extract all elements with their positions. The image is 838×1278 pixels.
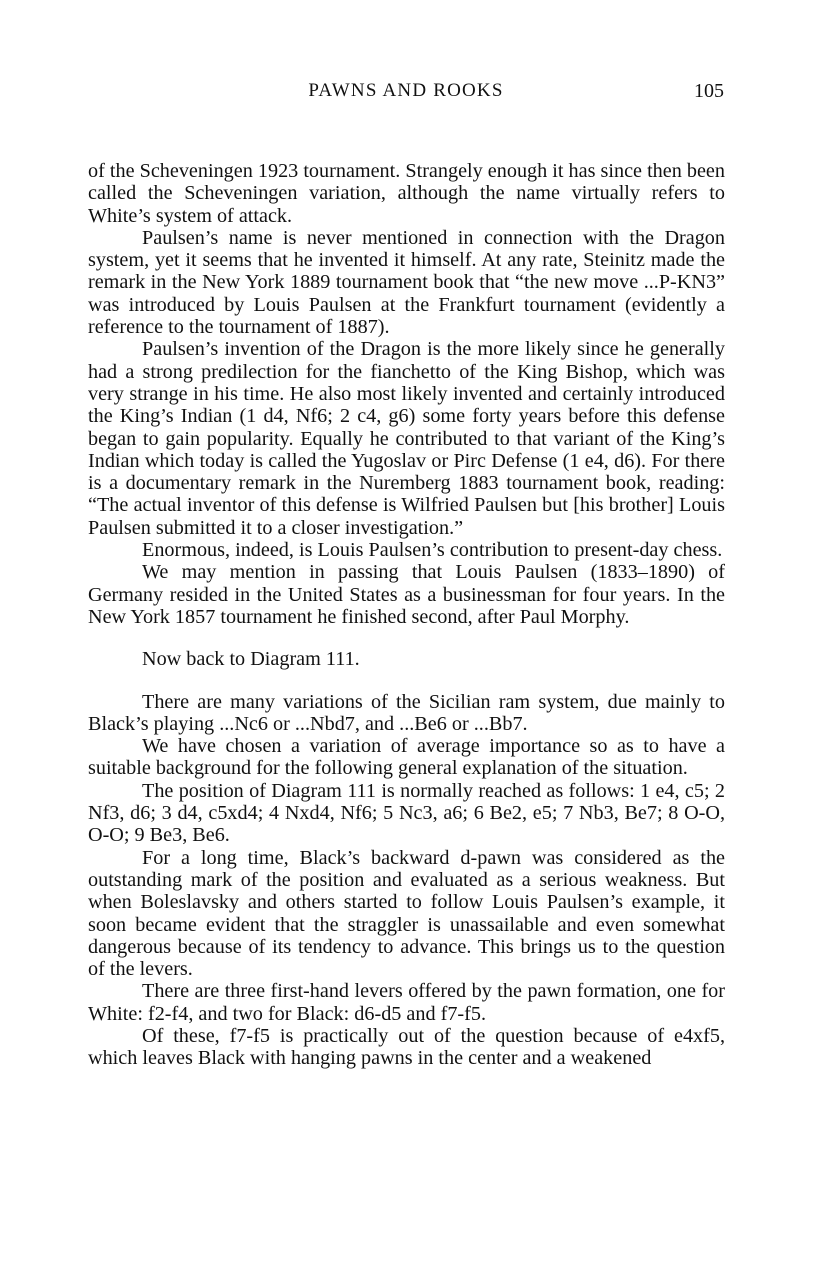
running-head: PAWNS AND ROOKS bbox=[308, 80, 504, 101]
page-number: 105 bbox=[694, 80, 724, 102]
paragraph: There are three first-hand levers offered by the pawn formation, one for White: f2-f4, and two for Black: d6-d5 and f7-f5. bbox=[88, 980, 725, 1025]
paragraph: Of these, f7-f5 is practically out of the question because of e4xf5, which leaves Black with hanging pawns in the center and a weakened bbox=[88, 1024, 725, 1070]
page-header bbox=[88, 80, 724, 106]
paragraph: Paulsen’s invention of the Dragon is the more likely since he generally had a strong predilection for the fianchetto of the King Bishop, which was very strange in his time. He also most likely invented and certainly introduced the King’s Indian (1 d4, Nf6; 2 c4, g6) some forty years before this defense began to gain popularity. Equally he contributed to that variant of the King’s Indian which today is called the Yugoslav or Pirc Defense (1 e4, d6). For there is a documentary remark in the Nuremberg 1883 tournament book, reading: “The actual inventor of this defense is Wilfried Paulsen but [his brother] Louis Paulsen submitted it to a closer investigation.” bbox=[88, 338, 725, 539]
paragraph: Paulsen’s name is never mentioned in connection with the Dragon system, yet it seems that he invented it himself. At any rate, Steinitz made the remark in the New York 1889 tournament book that “the new move ...P-KN3” was introduced by Louis Paulsen at the Frankfurt tournament (evidently a reference to the tournament of 1887). bbox=[88, 226, 725, 339]
paragraph: We may mention in passing that Louis Paulsen (1833–1890) of Germany resided in the United States as a businessman for four years. In the New York 1857 tournament he finished second, after Paul Morphy. bbox=[88, 561, 725, 628]
paragraph: We have chosen a variation of average importance so as to have a suitable background for the following general explanation of the situation. bbox=[88, 735, 725, 780]
paragraph: For a long time, Black’s backward d-pawn was considered as the outstanding mark of the position and evaluated as a serious weakness. But when Boleslavsky and others started to follow Louis Paulsen’s example, it soon became evident that the straggler is unassailable and even somewhat dangerous because of its tendency to advance. This brings us to the question of the levers. bbox=[88, 846, 725, 981]
paragraph: There are many variations of the Sicilian ram system, due mainly to Black’s playing ...Nc6 or ...Nbd7, and ...Be6 or ...Bb7. bbox=[88, 690, 725, 735]
paragraph: of the Scheveningen 1923 tournament. Strangely enough it has since then been called the Scheveningen variation, although the name virtually refers to White’s system of attack. bbox=[88, 160, 725, 227]
paragraph: Enormous, indeed, is Louis Paulsen’s contribution to present-day chess. bbox=[142, 539, 723, 562]
body-text bbox=[88, 160, 725, 1070]
paragraph-diagram-reference: Now back to Diagram 111. bbox=[142, 648, 360, 671]
paragraph: The position of Diagram 111 is normally reached as follows: 1 e4, c5; 2 Nf3, d6; 3 d4, c5xd4; 4 Nxd4, Nf6; 5 Nc3, a6; 6 Be2, e5; 7 Nb3, Be7; 8 O-O, O-O; 9 Be3, Be6. bbox=[88, 779, 725, 847]
